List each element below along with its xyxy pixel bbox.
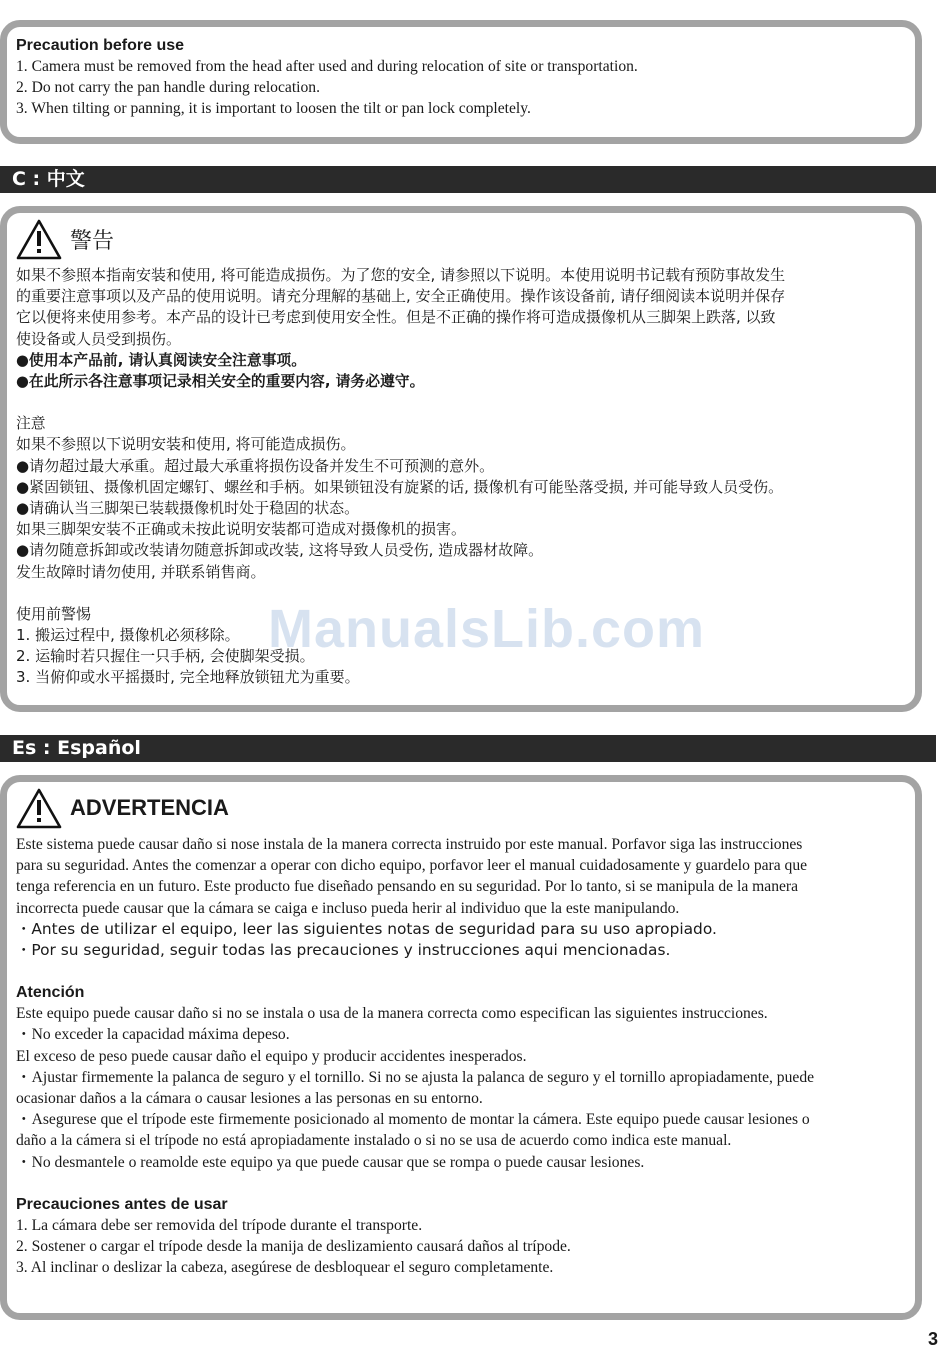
zh-caution-2: ●请勿超过最大承重。超过最大承重将损伤设备并发生不可预测的意外。: [16, 456, 495, 475]
zh-intro-4: 使设备或人员受到损伤。: [16, 329, 182, 348]
es-caution-3: El exceso de peso puede causar daño el equipo y producir accidentes inesperados.: [16, 1047, 527, 1065]
es-pre-3: 3. Al inclinar o deslizar la cabeza, asegúrese de desbloquear el seguro completamente.: [16, 1259, 554, 1277]
es-caution-7: daño a la cámera si el trípode no está apropiadamente instalado o si no se usa de acuerdo como indica este manual.: [16, 1132, 732, 1150]
warning-title-es: ADVERTENCIA: [70, 795, 229, 820]
es-pre-heading: Precauciones antes de usar: [16, 1195, 228, 1213]
zh-caution-6: ●请勿随意拆卸或改装请勿随意拆卸或改装, 这将导致人员受伤, 造成器材故障。: [16, 541, 544, 560]
spanish-section-box: [0, 775, 922, 1320]
es-caution-6: ・Asegurese que el trípode este firmemente posicionado al momento de montar la cámera. Este equipo puede causar lesiones o: [16, 1111, 810, 1129]
es-caution-2: ・No exceder la capacidad máxima depeso.: [16, 1026, 290, 1044]
zh-intro-2: 的重要注意事项以及产品的使用说明。请充分理解的基础上, 安全正确使用。操作该设备前, 请仔细阅读本说明并保存: [16, 287, 786, 306]
zh-pre-1: 1. 搬运过程中, 摄像机必须移除。: [16, 626, 240, 645]
es-intro-4: incorrecta puede causar que la cámara se caiga e incluso pueda herir al individuo que la este manipulando.: [16, 899, 680, 917]
warning-triangle-icon: [16, 218, 62, 260]
es-bullet-2: ・Por su seguridad, seguir todas las precauciones y instrucciones aqui mencionadas.: [16, 941, 671, 960]
zh-intro-1: 如果不参照本指南安装和使用, 将可能造成损伤。为了您的安全, 请参照以下说明。本使用说明书记载有预防事故发生: [16, 266, 786, 284]
en-line-1: 1. Camera must be removed from the head after used and during relocation of site or transportation.: [16, 58, 638, 75]
zh-caution-3: ●紧固锁钮、摄像机固定螺钉、螺丝和手柄。如果锁钮没有旋紧的话, 摄像机有可能坠落受损, 并可能导致人员受伤。: [16, 477, 784, 496]
zh-caution-1: 如果不参照以下说明安装和使用, 将可能造成损伤。: [16, 435, 356, 454]
es-pre-1: 1. La cámara debe ser removida del trípode durante el transporte.: [16, 1216, 423, 1234]
zh-caution-5: 如果三脚架安装不正确或未按此说明安装都可造成对摄像机的损害。: [16, 520, 467, 539]
zh-pre-3: 3. 当俯仰或水平摇摄时, 完全地释放锁钮尤为重要。: [16, 668, 360, 687]
es-caution-4: ・Ajustar firmemente la palanca de seguro y el tornillo. Si no se ajusta la palanca de seguro y el tornillo apropiadamente, puede: [16, 1068, 815, 1086]
warning-header-zh: [16, 217, 907, 261]
warning-title-zh: 警告: [70, 227, 115, 253]
zh-pre-heading: 使用前警惕: [16, 604, 92, 623]
en-line-2: 2. Do not carry the pan handle during relocation.: [16, 79, 320, 97]
es-intro-2: para su seguridad. Antes the comenzar a operar con dicho equipo, porfavor leer el manual cuidadosamente y guardelo para que: [16, 857, 808, 875]
en-line-3: 3. When tilting or panning, it is important to loosen the tilt or pan lock completely.: [16, 100, 531, 118]
section-bar-spanish: Es : Español: [0, 735, 936, 762]
zh-caution-4: ●请确认当三脚架已装载摄像机时处于稳固的状态。: [16, 499, 360, 518]
es-intro-1: Este sistema puede causar daño si nose instala de la manera correcta instruido por este manual. Porfavor siga las instrucciones: [16, 836, 803, 853]
precaution-heading: Precaution before use: [16, 37, 185, 54]
es-caution-heading: Atención: [16, 984, 85, 1002]
es-caution-5: ocasionar daños a la cámara o causar lesiones a las personas en su entorno.: [16, 1090, 483, 1108]
zh-bold-bullet-1: ●使用本产品前, 请认真阅读安全注意事项。: [16, 351, 307, 369]
zh-caution-heading: 注意: [16, 415, 46, 433]
es-caution-8: ・No desmantele o reamolde este equipo ya que puede causar que se rompa o puede causar lesiones.: [16, 1153, 645, 1171]
section-bar-chinese: C : 中文: [0, 166, 936, 193]
zh-pre-2: 2. 运输时若只握住一只手柄, 会使脚架受损。: [16, 647, 315, 666]
warning-header-es: [16, 786, 907, 830]
es-pre-2: 2. Sostener o cargar el trípode desde la manija de deslizamiento causará daños al trípode.: [16, 1238, 571, 1256]
zh-intro-3: 它以便将来使用参考。本产品的设计已考虑到使用安全性。但是不正确的操作将可造成摄像机从三脚架上跌落, 以致: [16, 308, 776, 327]
es-bullet-1: ・Antes de utilizar el equipo, leer las siguientes notas de seguridad para su uso apropiado.: [16, 919, 717, 938]
es-intro-3: tenga referencia en un futuro. Este producto fue diseñado pensando en su seguridad. Por lo tanto, si se manipula de la manera: [16, 878, 799, 896]
zh-caution-7: 发生故障时请勿使用, 并联系销售商。: [16, 562, 266, 581]
zh-bold-bullet-2: ●在此所示各注意事项记录相关安全的重要内容, 请务必遵守。: [16, 373, 425, 391]
warning-triangle-icon: [16, 787, 62, 829]
es-caution-1: Este equipo puede causar daño si no se instala o usa de la manera correcta como especifican las siguientes instrucciones.: [16, 1005, 768, 1023]
page-number: 3: [927, 1329, 938, 1349]
english-precaution-box: [0, 20, 922, 144]
watermark: ManualsLib.com: [268, 599, 706, 659]
